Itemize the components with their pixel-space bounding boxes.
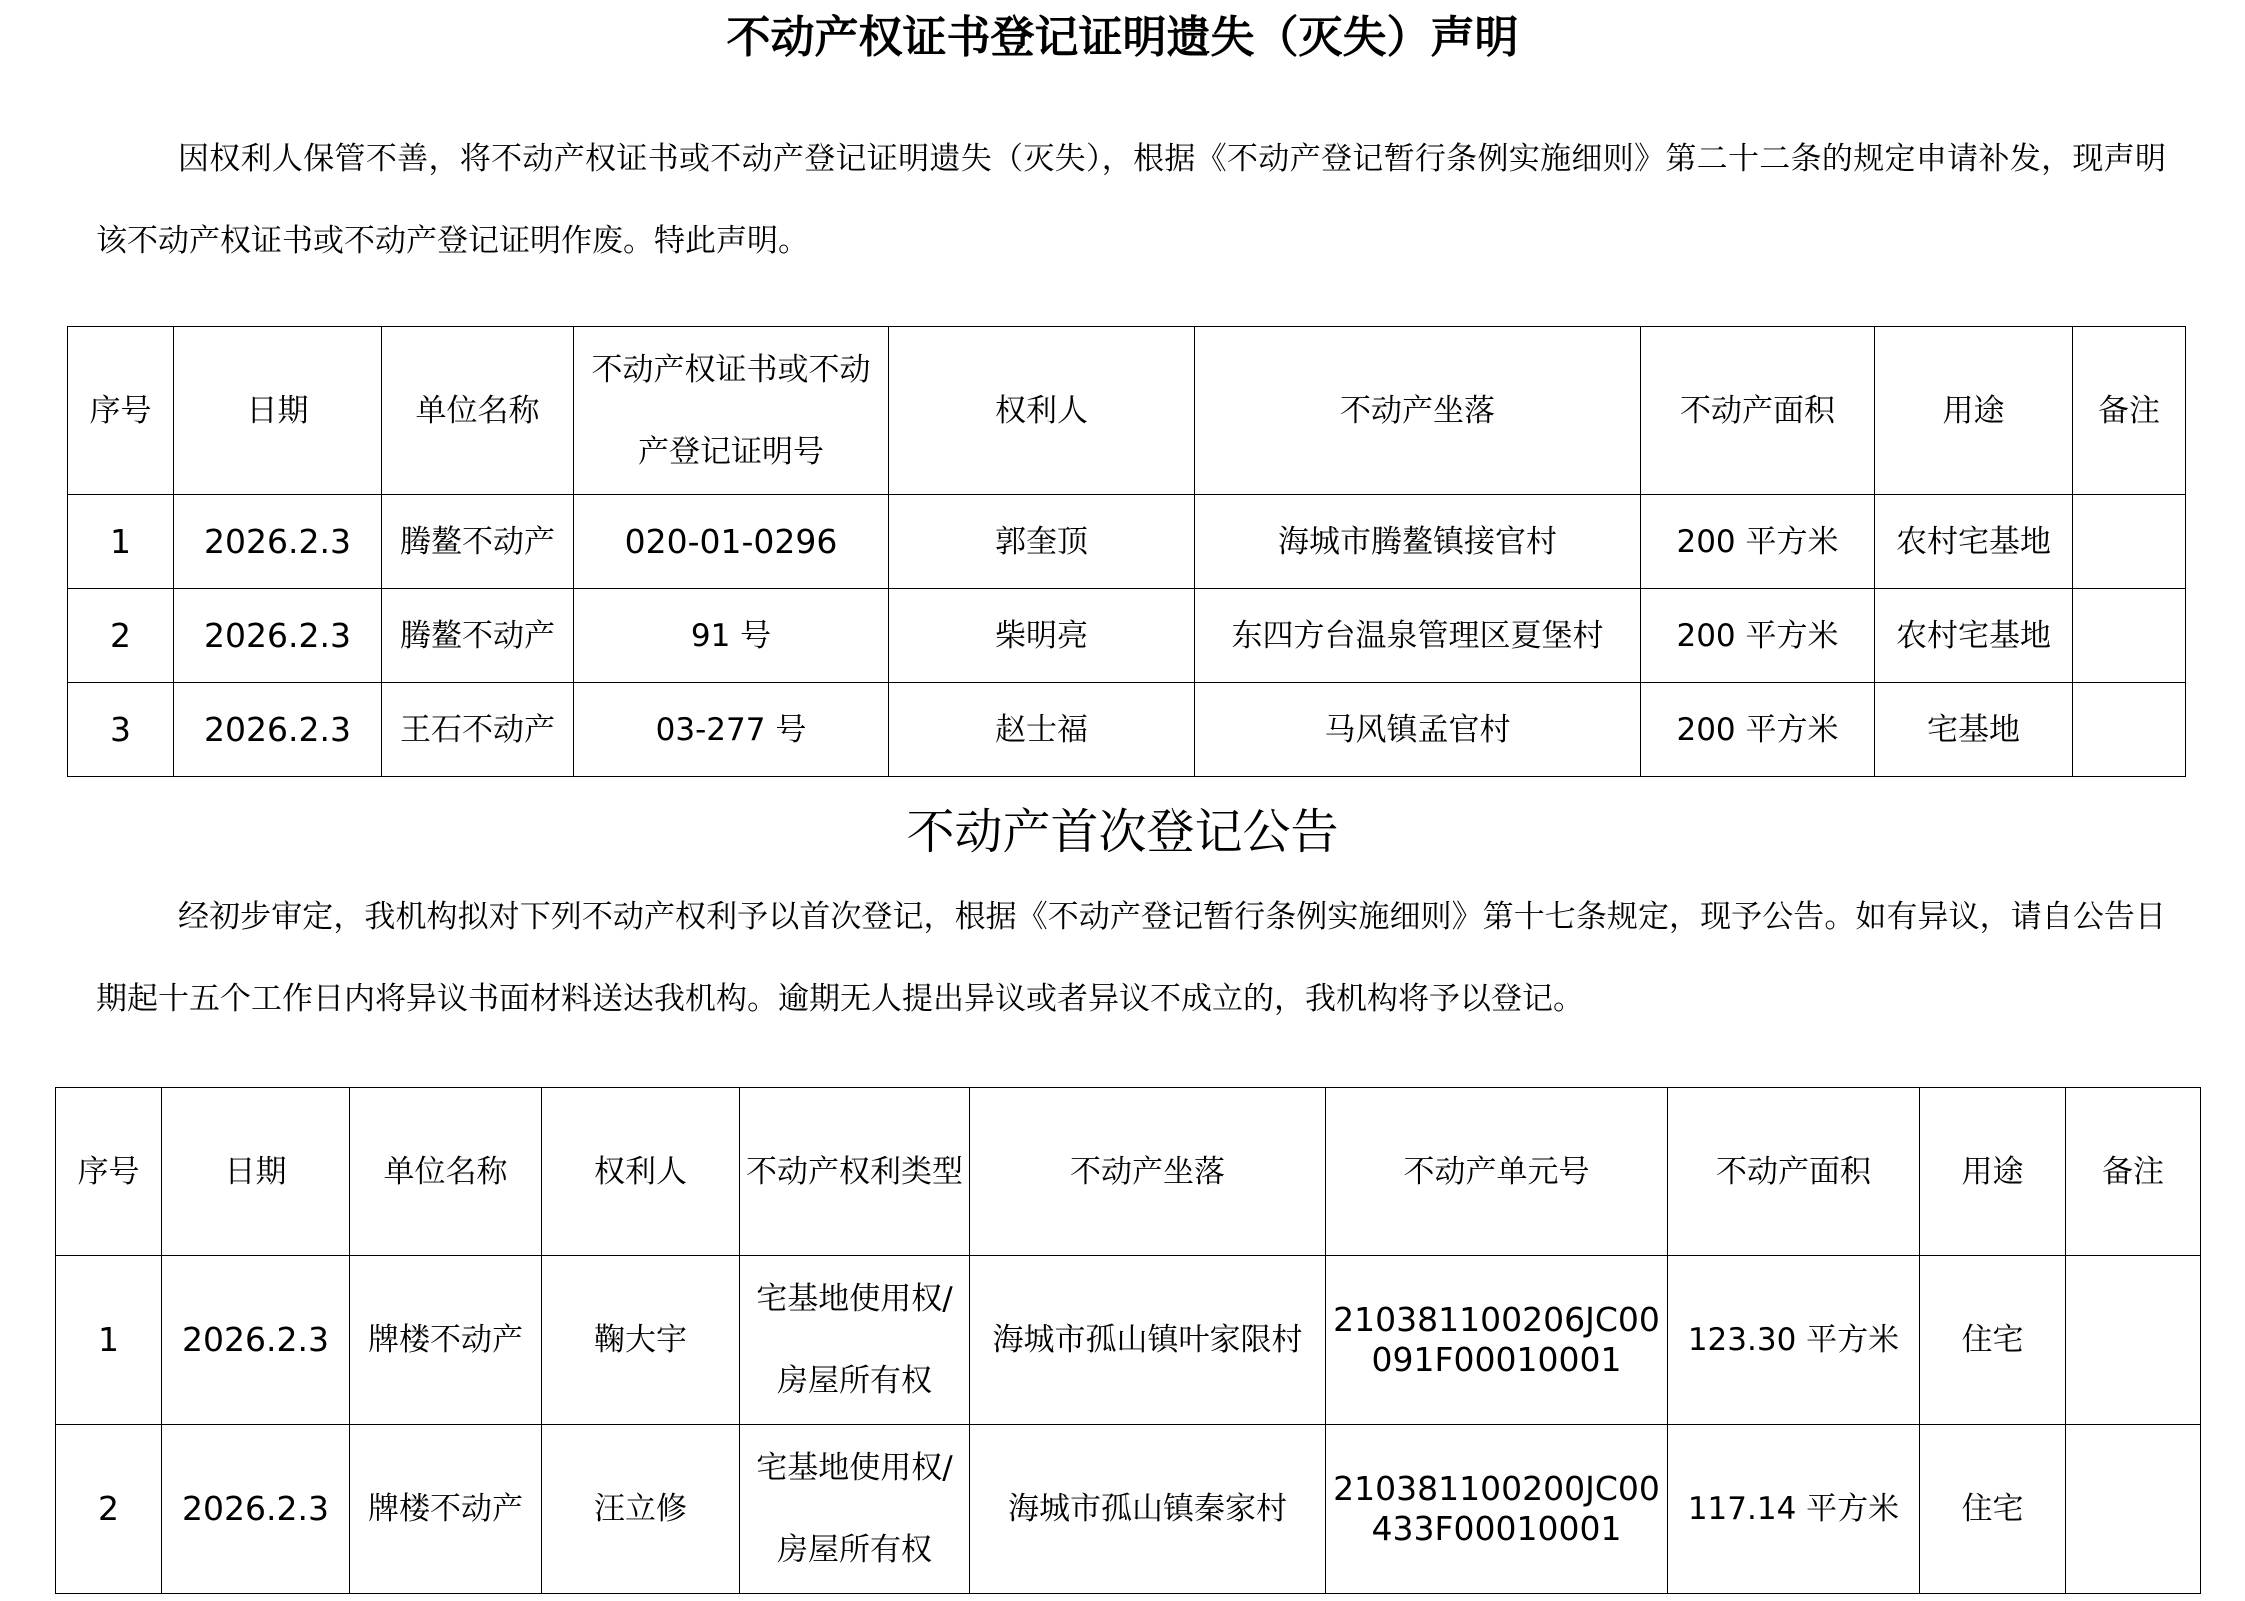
table-cell: 宅基地使用权/房屋所有权 (740, 1256, 970, 1425)
table-cell: 鞠大宇 (542, 1256, 740, 1425)
table-cell: 农村宅基地 (1875, 495, 2073, 589)
table-cell: 2026.2.3 (162, 1425, 350, 1594)
table-cell: 腾鳌不动产 (382, 495, 574, 589)
table-cell: 农村宅基地 (1875, 589, 2073, 683)
table-cell: 123.30 平方米 (1668, 1256, 1920, 1425)
table-header-row (56, 1088, 2201, 1256)
header-cell: 日期 (162, 1088, 350, 1256)
table-cell: 117.14 平方米 (1668, 1425, 1920, 1594)
table-cell: 王石不动产 (382, 683, 574, 777)
header-cell: 不动产权证书或不动产登记证明号 (574, 327, 889, 495)
header-cell: 不动产面积 (1641, 327, 1875, 495)
header-cell: 不动产面积 (1668, 1088, 1920, 1256)
table-row (56, 1256, 2201, 1425)
table-cell: 200 平方米 (1641, 495, 1875, 589)
table-cell: 郭奎顶 (889, 495, 1195, 589)
declaration-paragraph: 因权利人保管不善，将不动产权证书或不动产登记证明遗失（灭失），根据《不动产登记暂行条例实施细则》第二十二条的规定申请补发，现声明该不动产权证书或不动产登记证明作废。特此声明。 (96, 141, 2166, 259)
header-cell: 不动产权利类型 (740, 1088, 970, 1256)
table-cell: 1 (56, 1256, 162, 1425)
table-cell: 宅基地 (1875, 683, 2073, 777)
table-cell: 牌楼不动产 (350, 1256, 542, 1425)
table-cell: 210381100200JC00433F00010001 (1326, 1425, 1668, 1594)
table-cell: 柴明亮 (889, 589, 1195, 683)
table-row (68, 495, 2186, 589)
table-cell: 2 (68, 589, 174, 683)
header-cell: 日期 (174, 327, 382, 495)
table-cell: 住宅 (1920, 1425, 2066, 1594)
table-cell: 03-277 号 (574, 683, 889, 777)
table-cell: 汪立修 (542, 1425, 740, 1594)
table-row (56, 1425, 2201, 1594)
header-cell: 不动产坐落 (1195, 327, 1641, 495)
table-cell (2073, 589, 2186, 683)
table-cell: 腾鳌不动产 (382, 589, 574, 683)
table-cell: 91 号 (574, 589, 889, 683)
declaration-title: 不动产权证书登记证明遗失（灭失）声明 (726, 12, 1519, 63)
announcement-title: 不动产首次登记公告 (906, 804, 1339, 860)
table-cell: 马风镇孟官村 (1195, 683, 1641, 777)
table-row (68, 589, 2186, 683)
header-cell: 单位名称 (382, 327, 574, 495)
table-cell: 宅基地使用权/房屋所有权 (740, 1425, 970, 1594)
table-cell: 2026.2.3 (162, 1256, 350, 1425)
table-cell (2073, 683, 2186, 777)
table-cell: 200 平方米 (1641, 589, 1875, 683)
table-cell: 住宅 (1920, 1256, 2066, 1425)
table-cell: 东四方台温泉管理区夏堡村 (1195, 589, 1641, 683)
table-cell: 海城市腾鳌镇接官村 (1195, 495, 1641, 589)
table-cell: 2 (56, 1425, 162, 1594)
header-cell: 序号 (68, 327, 174, 495)
table-cell (2066, 1256, 2201, 1425)
table-cell: 2026.2.3 (174, 495, 382, 589)
lost-certificate-table (67, 326, 2186, 777)
header-cell: 权利人 (542, 1088, 740, 1256)
table-header-row (68, 327, 2186, 495)
table-cell: 牌楼不动产 (350, 1425, 542, 1594)
header-cell: 单位名称 (350, 1088, 542, 1256)
table-row (68, 683, 2186, 777)
header-cell: 备注 (2066, 1088, 2201, 1256)
table-cell (2073, 495, 2186, 589)
table-cell: 2026.2.3 (174, 589, 382, 683)
table-cell: 海城市孤山镇秦家村 (970, 1425, 1326, 1594)
table-cell: 2026.2.3 (174, 683, 382, 777)
header-cell: 序号 (56, 1088, 162, 1256)
table-cell: 赵士福 (889, 683, 1195, 777)
header-cell: 权利人 (889, 327, 1195, 495)
table-cell: 210381100206JC00091F00010001 (1326, 1256, 1668, 1425)
header-cell: 用途 (1920, 1088, 2066, 1256)
table-cell: 200 平方米 (1641, 683, 1875, 777)
table-cell: 3 (68, 683, 174, 777)
table-cell: 海城市孤山镇叶家限村 (970, 1256, 1326, 1425)
header-cell: 备注 (2073, 327, 2186, 495)
header-cell: 不动产坐落 (970, 1088, 1326, 1256)
header-cell: 用途 (1875, 327, 2073, 495)
table-cell (2066, 1425, 2201, 1594)
table-cell: 1 (68, 495, 174, 589)
announcement-paragraph: 经初步审定，我机构拟对下列不动产权利予以首次登记，根据《不动产登记暂行条例实施细则》第十七条规定，现予公告。如有异议，请自公告日期起十五个工作日内将异议书面材料送达我机构。逾期无人提出异议或者异议不成立的，我机构将予以登记。 (96, 899, 2166, 1017)
first-registration-table (55, 1087, 2201, 1594)
table-cell: 020-01-0296 (574, 495, 889, 589)
header-cell: 不动产单元号 (1326, 1088, 1668, 1256)
